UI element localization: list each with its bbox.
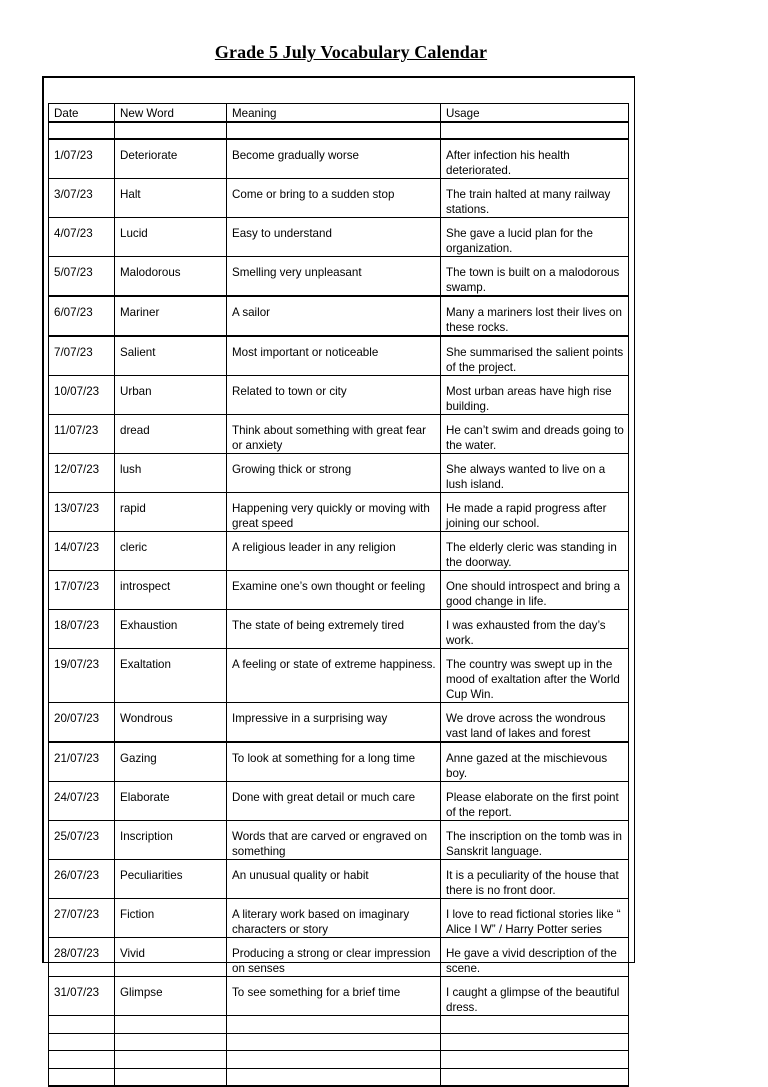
table-row xyxy=(49,899,629,938)
entry-word: Peculiarities xyxy=(115,860,227,899)
blank-row xyxy=(49,1016,629,1034)
entry-usage: Most urban areas have high rise building. xyxy=(441,376,629,415)
empty-cell xyxy=(441,1068,629,1086)
entry-word: Exhaustion xyxy=(115,610,227,649)
entry-meaning: Producing a strong or clear impression on senses xyxy=(227,938,441,977)
entry-usage: She always wanted to live on a lush island. xyxy=(441,454,629,493)
entry-usage: The train halted at many railway stations. xyxy=(441,179,629,218)
table-row xyxy=(49,532,629,571)
entry-meaning: Growing thick or strong xyxy=(227,454,441,493)
entry-date: 1/07/23 xyxy=(49,139,115,179)
entry-word: Salient xyxy=(115,336,227,376)
table-row xyxy=(49,218,629,257)
header-meaning: Meaning xyxy=(227,104,441,123)
entry-word: Vivid xyxy=(115,938,227,977)
table-row xyxy=(49,782,629,821)
entry-usage: Anne gazed at the mischievous boy. xyxy=(441,742,629,782)
entry-meaning: Think about something with great fear or anxiety xyxy=(227,415,441,454)
entry-meaning: Examine one’s own thought or feeling xyxy=(227,571,441,610)
entry-meaning: Become gradually worse xyxy=(227,139,441,179)
empty-cell xyxy=(227,1068,441,1086)
header-usage: Usage xyxy=(441,104,629,123)
entry-usage: One should introspect and bring a good change in life. xyxy=(441,571,629,610)
entry-usage: The town is built on a malodorous swamp. xyxy=(441,257,629,297)
entry-word: Deteriorate xyxy=(115,139,227,179)
entry-word: Wondrous xyxy=(115,703,227,743)
entry-meaning: Smelling very unpleasant xyxy=(227,257,441,297)
entry-word: cleric xyxy=(115,532,227,571)
empty-cell xyxy=(49,1016,115,1034)
entry-date: 13/07/23 xyxy=(49,493,115,532)
entry-usage: The inscription on the tomb was in Sanskrit language. xyxy=(441,821,629,860)
header-row xyxy=(49,104,629,123)
entry-usage: He made a rapid progress after joining our school. xyxy=(441,493,629,532)
entry-usage: She summarised the salient points of the project. xyxy=(441,336,629,376)
entry-usage: He can’t swim and dreads going to the water. xyxy=(441,415,629,454)
table-row xyxy=(49,649,629,703)
header-date: Date xyxy=(49,104,115,123)
entry-date: 7/07/23 xyxy=(49,336,115,376)
entry-word: Malodorous xyxy=(115,257,227,297)
entry-meaning: A sailor xyxy=(227,296,441,336)
entry-word: dread xyxy=(115,415,227,454)
entry-usage: I caught a glimpse of the beautiful dress. xyxy=(441,977,629,1016)
blank-row xyxy=(49,1033,629,1051)
entry-meaning: A feeling or state of extreme happiness. xyxy=(227,649,441,703)
entry-date: 14/07/23 xyxy=(49,532,115,571)
entry-meaning: Impressive in a surprising way xyxy=(227,703,441,743)
entry-word: Gazing xyxy=(115,742,227,782)
blank-row xyxy=(49,1051,629,1069)
empty-cell xyxy=(49,1068,115,1086)
entry-word: lush xyxy=(115,454,227,493)
entry-date: 24/07/23 xyxy=(49,782,115,821)
empty-cell xyxy=(115,1068,227,1086)
entry-meaning: An unusual quality or habit xyxy=(227,860,441,899)
empty-cell xyxy=(115,1033,227,1051)
entry-date: 26/07/23 xyxy=(49,860,115,899)
entry-meaning: Words that are carved or engraved on something xyxy=(227,821,441,860)
page-title: Grade 5 July Vocabulary Calendar xyxy=(214,42,488,62)
table-row xyxy=(49,493,629,532)
entry-word: Halt xyxy=(115,179,227,218)
entry-meaning: Done with great detail or much care xyxy=(227,782,441,821)
table-row xyxy=(49,571,629,610)
entry-meaning: A literary work based on imaginary characters or story xyxy=(227,899,441,938)
table-row xyxy=(49,336,629,376)
table-row xyxy=(49,977,629,1016)
entry-date: 3/07/23 xyxy=(49,179,115,218)
entry-meaning: Happening very quickly or moving with great speed xyxy=(227,493,441,532)
table-row xyxy=(49,610,629,649)
table-row xyxy=(49,938,629,977)
empty-cell xyxy=(49,122,115,139)
entry-usage: Please elaborate on the first point of the report. xyxy=(441,782,629,821)
entry-date: 19/07/23 xyxy=(49,649,115,703)
entry-word: Mariner xyxy=(115,296,227,336)
table-row xyxy=(49,179,629,218)
entry-meaning: Most important or noticeable xyxy=(227,336,441,376)
entry-meaning: The state of being extremely tired xyxy=(227,610,441,649)
table-row xyxy=(49,415,629,454)
table-row xyxy=(49,860,629,899)
entry-date: 5/07/23 xyxy=(49,257,115,297)
spacer-row xyxy=(49,122,629,139)
empty-cell xyxy=(49,1033,115,1051)
empty-cell xyxy=(227,1016,441,1034)
blank-row xyxy=(49,1068,629,1086)
entry-usage: After infection his health deteriorated. xyxy=(441,139,629,179)
entry-word: Elaborate xyxy=(115,782,227,821)
entry-date: 28/07/23 xyxy=(49,938,115,977)
empty-cell xyxy=(441,122,629,139)
entry-word: rapid xyxy=(115,493,227,532)
empty-cell xyxy=(115,1016,227,1034)
entry-date: 11/07/23 xyxy=(49,415,115,454)
entry-date: 21/07/23 xyxy=(49,742,115,782)
entry-date: 20/07/23 xyxy=(49,703,115,743)
table-row xyxy=(49,139,629,179)
entry-meaning: To look at something for a long time xyxy=(227,742,441,782)
entry-date: 18/07/23 xyxy=(49,610,115,649)
empty-cell xyxy=(441,1051,629,1069)
empty-cell xyxy=(441,1016,629,1034)
table-row xyxy=(49,454,629,493)
entry-word: introspect xyxy=(115,571,227,610)
entry-word: Urban xyxy=(115,376,227,415)
entry-word: Lucid xyxy=(115,218,227,257)
entry-date: 17/07/23 xyxy=(49,571,115,610)
entry-date: 25/07/23 xyxy=(49,821,115,860)
entry-usage: We drove across the wondrous vast land of lakes and forest xyxy=(441,703,629,743)
entry-date: 10/07/23 xyxy=(49,376,115,415)
empty-cell xyxy=(115,122,227,139)
table-row xyxy=(49,742,629,782)
entry-date: 6/07/23 xyxy=(49,296,115,336)
entry-date: 27/07/23 xyxy=(49,899,115,938)
entry-date: 4/07/23 xyxy=(49,218,115,257)
table-row xyxy=(49,821,629,860)
table-row xyxy=(49,376,629,415)
entry-word: Glimpse xyxy=(115,977,227,1016)
table-row xyxy=(49,257,629,297)
empty-cell xyxy=(49,1051,115,1069)
empty-cell xyxy=(115,1051,227,1069)
table-row xyxy=(49,296,629,336)
entry-meaning: To see something for a brief time xyxy=(227,977,441,1016)
vocabulary-table xyxy=(48,103,629,1087)
entry-date: 31/07/23 xyxy=(49,977,115,1016)
entry-usage: Many a mariners lost their lives on these rocks. xyxy=(441,296,629,336)
empty-cell xyxy=(227,122,441,139)
entry-usage: I was exhausted from the day’s work. xyxy=(441,610,629,649)
empty-cell xyxy=(227,1033,441,1051)
entry-usage: He gave a vivid description of the scene. xyxy=(441,938,629,977)
entry-word: Exaltation xyxy=(115,649,227,703)
entry-word: Fiction xyxy=(115,899,227,938)
entry-meaning: Easy to understand xyxy=(227,218,441,257)
entry-usage: I love to read fictional stories like “ Alice I W” / Harry Potter series xyxy=(441,899,629,938)
entry-date: 12/07/23 xyxy=(49,454,115,493)
entry-meaning: Come or bring to a sudden stop xyxy=(227,179,441,218)
empty-cell xyxy=(441,1033,629,1051)
entry-meaning: Related to town or city xyxy=(227,376,441,415)
entry-word: Inscription xyxy=(115,821,227,860)
entry-usage: It is a peculiarity of the house that there is no front door. xyxy=(441,860,629,899)
table-row xyxy=(49,703,629,743)
entry-usage: The country was swept up in the mood of exaltation after the World Cup Win. xyxy=(441,649,629,703)
empty-cell xyxy=(227,1051,441,1069)
header-new-word: New Word xyxy=(115,104,227,123)
entry-usage: She gave a lucid plan for the organization. xyxy=(441,218,629,257)
entry-meaning: A religious leader in any religion xyxy=(227,532,441,571)
entry-usage: The elderly cleric was standing in the doorway. xyxy=(441,532,629,571)
